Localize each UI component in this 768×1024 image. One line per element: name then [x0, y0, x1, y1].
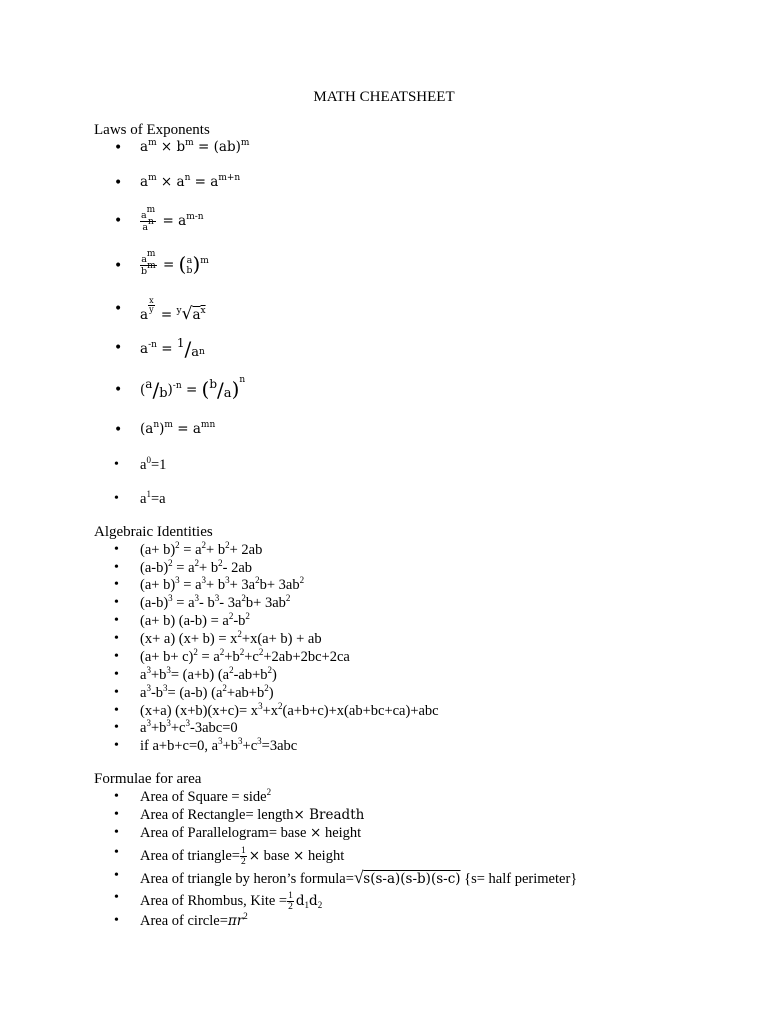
- area-square: • Area of Square = side$^2$: [114, 787, 272, 805]
- exponent-law-8: • $(a^n)^m = a^{mn}$: [114, 420, 216, 438]
- identity-item: • if a+b+c=0, $a^3+b^3+c^3=3abc$: [114, 736, 298, 754]
- bullet-icon: •: [114, 825, 119, 840]
- identity-item: • $(a+ b+ c)^2 = a^2+b^2+c^2+2ab+2bc+2ca$: [114, 647, 350, 665]
- area-triangle: • Area of triangle= $\frac{1}{2}$ × base × height: [114, 845, 345, 867]
- identity-item: • $(a+ b)^2 = a^2+ b^2+ 2ab$: [114, 540, 263, 558]
- bullet-icon: •: [114, 845, 119, 860]
- area-circle: • Area of $circle=\pi r^2$: [114, 911, 248, 929]
- bullet-icon: •: [114, 340, 123, 356]
- bullet-icon: •: [114, 667, 119, 682]
- identity-item: • $(a-b)^3 = a^3-$ $b^3-$ $3a^2b+ 3ab^2$: [114, 593, 291, 611]
- page-title: MATH CHEATSHEET: [313, 89, 455, 105]
- bullet-icon: •: [114, 258, 123, 274]
- bullet-icon: •: [114, 649, 119, 664]
- identity-item: • (x+a) $(x+b)(x+c)= x^3+x^2(a+b+c)+x(ab+bc+ca)+abc$: [114, 701, 439, 719]
- exponent-law-2: • $a^m \times a^n = a^{m+n}$: [114, 173, 241, 191]
- area-rectangle: • Area of Rectangle= length× Breadth: [114, 807, 365, 823]
- bullet-icon: •: [114, 140, 123, 156]
- bullet-icon: •: [114, 301, 123, 317]
- exponent-law-7: • $(^a/_b)^{-n} = (^b/_a)^n$: [114, 375, 246, 402]
- bullet-icon: •: [114, 577, 119, 592]
- bullet-icon: •: [114, 631, 119, 646]
- bullet-icon: •: [114, 491, 119, 506]
- bullet-icon: •: [114, 789, 119, 804]
- bullet-icon: •: [114, 913, 119, 928]
- identity-item: • $a^3-b^3= (a-b)$ $(a^2+ab+b^2)$: [114, 683, 274, 701]
- exponent-law-5: • a $\frac{x}{y}$ = $^y√a^x$: [114, 296, 206, 324]
- identity-item: • (a+ b) $(a-b) = a^2-b^2$: [114, 611, 250, 629]
- bullet-icon: •: [114, 595, 119, 610]
- exponent-law-6: • $a^{-n} = ^1/_a^n$: [114, 336, 205, 361]
- area-heron: • Area of triangle by heron’s formula=√s(s-a)(s-b)(s-c) {s= half perimeter}: [114, 868, 578, 887]
- bullet-icon: •: [114, 890, 119, 905]
- identity-item: • (x+ a) $(x+ b) = x^2+x(a+ b)$ + ab: [114, 629, 322, 647]
- bullet-icon: •: [114, 703, 119, 718]
- exponent-law-1: • $a^m \times b^m = (ab)^m$: [114, 138, 250, 156]
- bullet-icon: •: [114, 868, 119, 883]
- bullet-icon: •: [114, 382, 123, 398]
- exponent-law-4: • $\frac{a^m}{b^m}$ = ( a b )$^m$: [114, 249, 209, 277]
- identity-item: • $a^3+b^3+c^3-3abc=0$: [114, 718, 238, 736]
- bullet-icon: •: [114, 457, 119, 472]
- exponent-law-10: • $a^1=a$: [114, 489, 166, 507]
- bullet-icon: •: [114, 807, 119, 822]
- bullet-icon: •: [114, 738, 119, 753]
- identity-item: • $a^3+b^3= (a+b)$ $(a^2-ab+b^2)$: [114, 665, 277, 683]
- identity-item: • $(a+ b)^3 = a^3+ b^3+ 3a^2b+ 3ab^2$: [114, 575, 305, 593]
- bullet-icon: •: [114, 422, 123, 438]
- bullet-icon: •: [114, 542, 119, 557]
- section-heading-exponents: Laws of Exponents: [94, 122, 210, 138]
- exponent-law-3: • $\frac{a^m}{a^n}$ = $a^{m-n}$: [114, 205, 204, 233]
- bullet-icon: •: [114, 685, 119, 700]
- section-heading-identities: Algebraic Identities: [94, 524, 213, 540]
- bullet-icon: •: [114, 175, 123, 191]
- identity-item: • $(a-b)^2 = a^2+ b^2-$ 2ab: [114, 558, 252, 576]
- area-parallelogram: • Area of Parallelogram= base × height: [114, 825, 362, 841]
- bullet-icon: •: [114, 213, 123, 229]
- bullet-icon: •: [114, 613, 119, 628]
- area-rhombus-kite: • Area of Rhombus, Kite = $\frac{1}{2}$ $d_1d_2$: [114, 890, 323, 912]
- bullet-icon: •: [114, 560, 119, 575]
- section-heading-area: Formulae for area: [94, 771, 202, 787]
- bullet-icon: •: [114, 720, 119, 735]
- exponent-law-9: • $a^0=1$: [114, 455, 167, 473]
